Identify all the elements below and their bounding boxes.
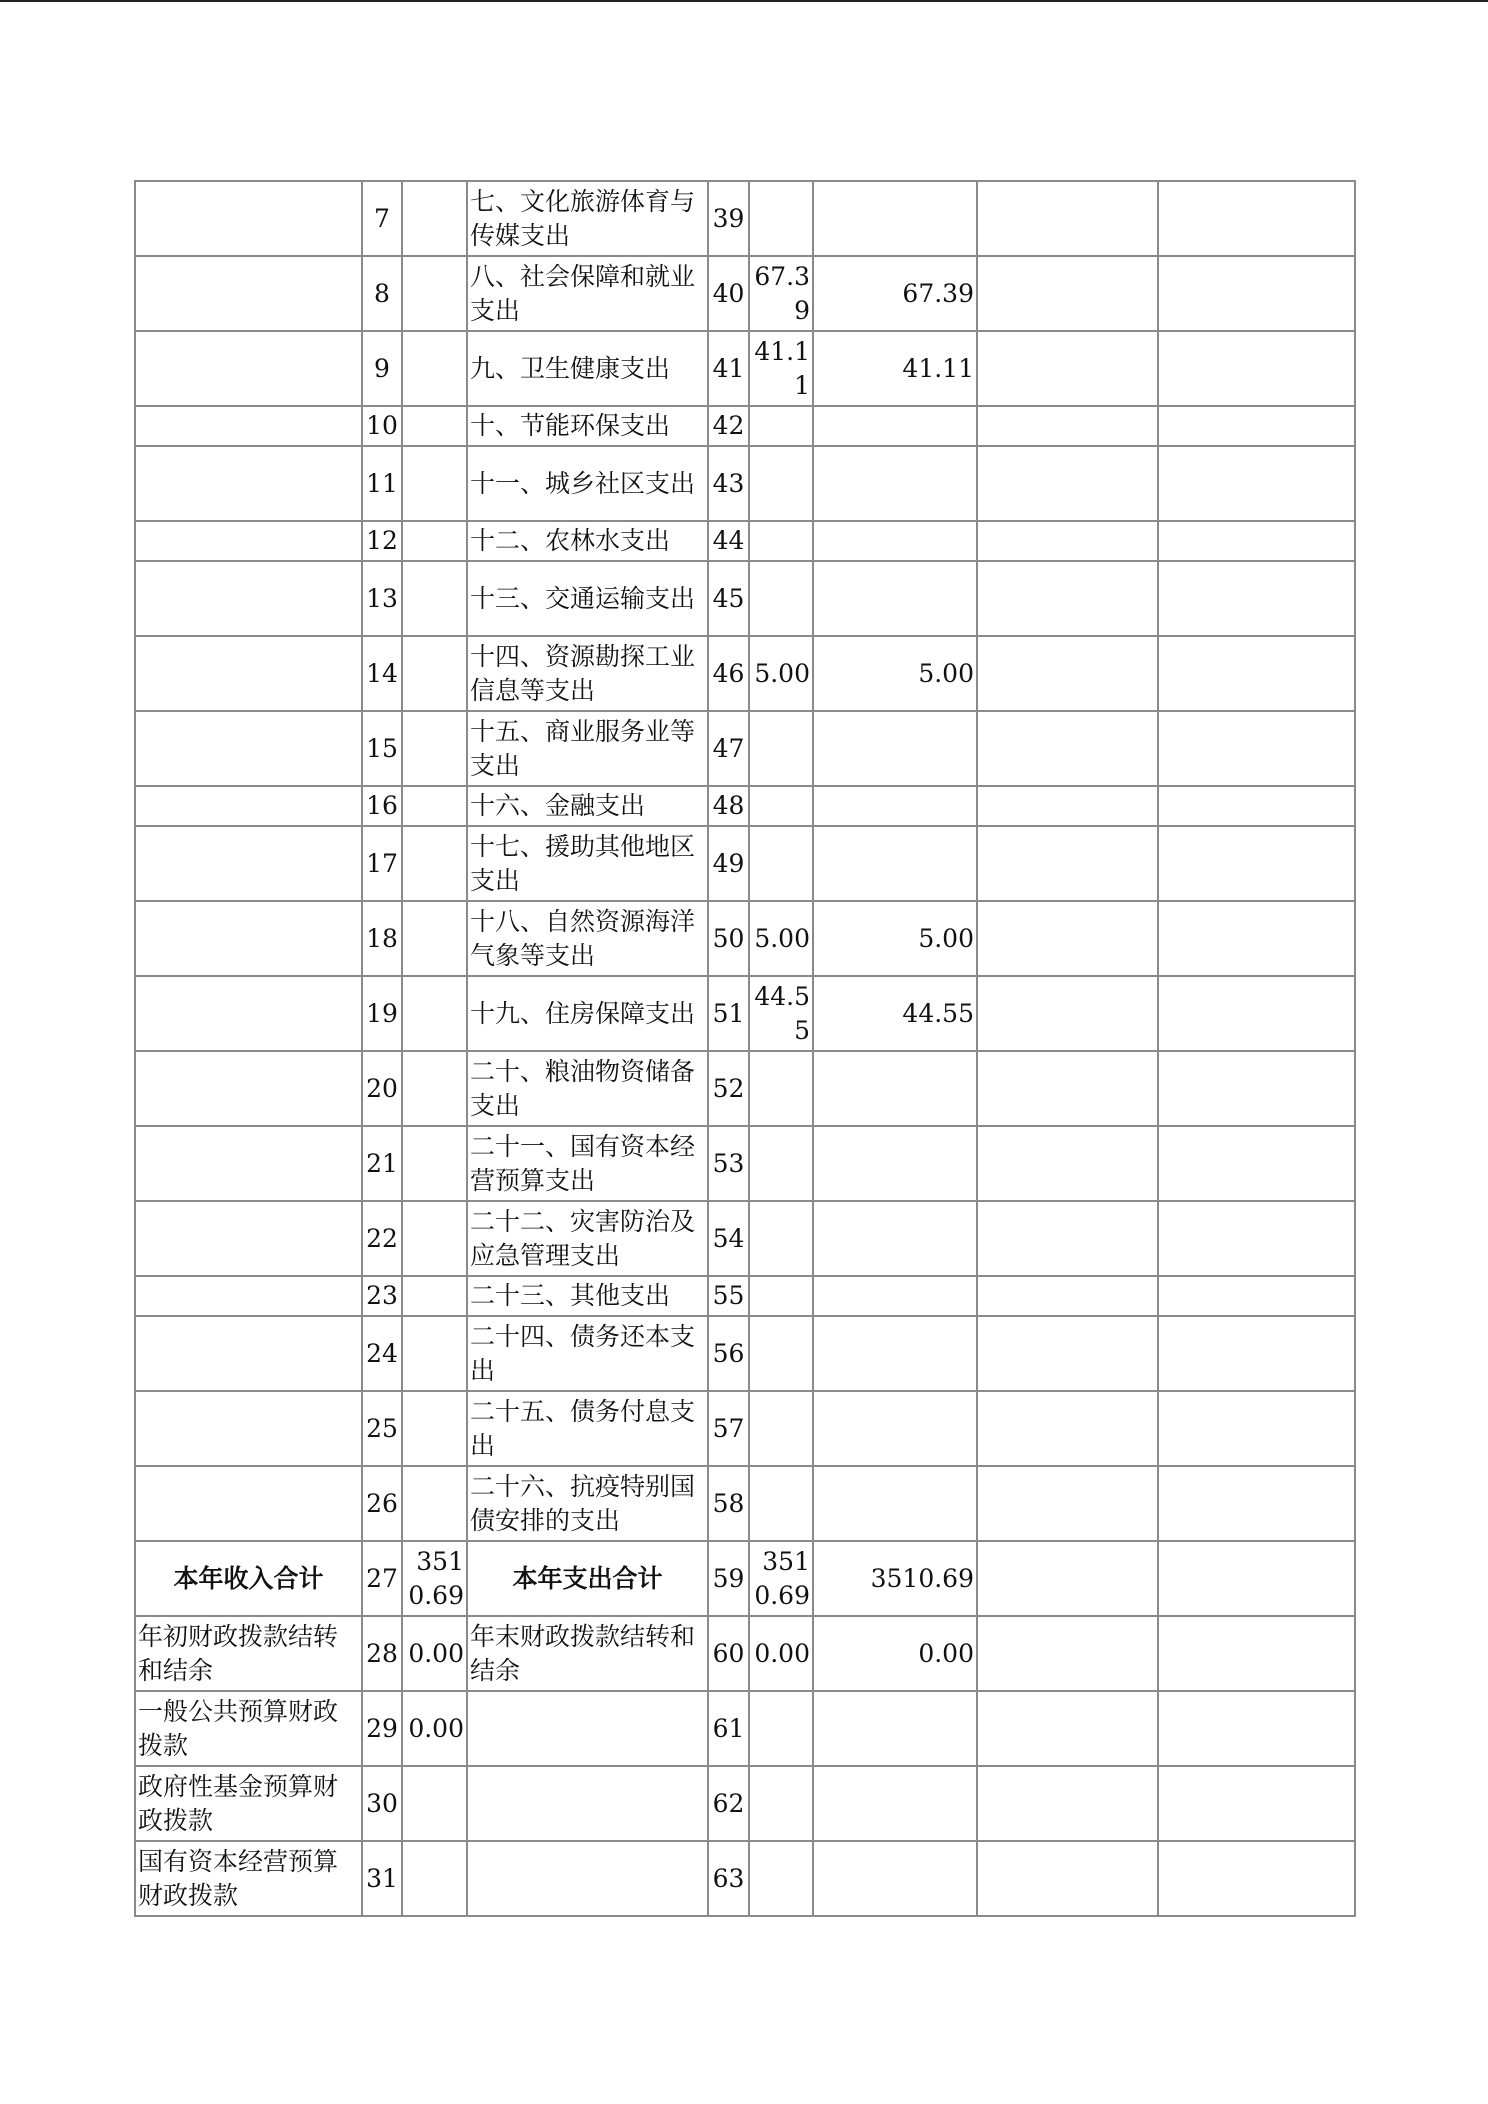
expense-total-amount: 5.00 — [749, 636, 813, 711]
income-amount — [402, 786, 467, 826]
expense-item-cell: 十七、援助其他地区支出 — [467, 826, 708, 901]
general-budget-amount — [813, 1126, 977, 1201]
table-row — [135, 1276, 1355, 1316]
general-budget-amount — [813, 561, 977, 636]
income-item-cell: 本年收入合计 — [135, 1541, 362, 1616]
general-budget-amount — [813, 446, 977, 521]
income-amount — [402, 521, 467, 561]
expense-total-amount — [749, 1841, 813, 1916]
income-amount — [402, 561, 467, 636]
state-capital-amount — [1158, 331, 1355, 406]
income-item-cell — [135, 1126, 362, 1201]
state-capital-amount — [1158, 1051, 1355, 1126]
income-amount — [402, 1051, 467, 1126]
table-body — [135, 181, 1355, 1916]
expense-item-cell: 七、文化旅游体育与传媒支出 — [467, 181, 708, 256]
table-row — [135, 901, 1355, 976]
expense-line-no: 51 — [708, 976, 749, 1051]
expense-item-cell: 十三、交通运输支出 — [467, 561, 708, 636]
expense-line-no: 60 — [708, 1616, 749, 1691]
expense-line-no: 57 — [708, 1391, 749, 1466]
income-line-no: 24 — [362, 1316, 402, 1391]
expense-line-no: 39 — [708, 181, 749, 256]
general-budget-amount: 41.11 — [813, 331, 977, 406]
general-budget-amount — [813, 786, 977, 826]
general-budget-amount — [813, 1466, 977, 1541]
income-item-cell — [135, 331, 362, 406]
state-capital-amount — [1158, 1466, 1355, 1541]
gov-fund-amount — [977, 1391, 1158, 1466]
income-item-cell — [135, 1316, 362, 1391]
gov-fund-amount — [977, 786, 1158, 826]
income-line-no: 9 — [362, 331, 402, 406]
income-line-no: 22 — [362, 1201, 402, 1276]
general-budget-amount: 67.39 — [813, 256, 977, 331]
income-item-cell: 一般公共预算财政拨款 — [135, 1691, 362, 1766]
state-capital-amount — [1158, 826, 1355, 901]
expense-total-amount — [749, 1766, 813, 1841]
general-budget-amount — [813, 711, 977, 786]
state-capital-amount — [1158, 521, 1355, 561]
income-amount — [402, 181, 467, 256]
general-budget-amount — [813, 1276, 977, 1316]
income-amount — [402, 1276, 467, 1316]
income-line-no: 25 — [362, 1391, 402, 1466]
expense-total-amount — [749, 446, 813, 521]
expense-total-amount — [749, 561, 813, 636]
general-budget-amount: 5.00 — [813, 636, 977, 711]
income-line-no: 31 — [362, 1841, 402, 1916]
table-row — [135, 1051, 1355, 1126]
expense-item-cell: 十五、商业服务业等支出 — [467, 711, 708, 786]
income-item-cell: 政府性基金预算财政拨款 — [135, 1766, 362, 1841]
expense-line-no: 56 — [708, 1316, 749, 1391]
expense-line-no: 50 — [708, 901, 749, 976]
gov-fund-amount — [977, 1316, 1158, 1391]
general-budget-amount — [813, 826, 977, 901]
expense-item-cell: 十九、住房保障支出 — [467, 976, 708, 1051]
income-line-no: 28 — [362, 1616, 402, 1691]
general-budget-amount — [813, 1691, 977, 1766]
gov-fund-amount — [977, 711, 1158, 786]
gov-fund-amount — [977, 446, 1158, 521]
gov-fund-amount — [977, 976, 1158, 1051]
gov-fund-amount — [977, 636, 1158, 711]
expense-item-cell — [467, 1691, 708, 1766]
state-capital-amount — [1158, 1691, 1355, 1766]
income-line-no: 27 — [362, 1541, 402, 1616]
table-row — [135, 976, 1355, 1051]
income-amount: 3510.69 — [402, 1541, 467, 1616]
table-row — [135, 561, 1355, 636]
state-capital-amount — [1158, 711, 1355, 786]
income-item-cell — [135, 786, 362, 826]
income-line-no: 26 — [362, 1466, 402, 1541]
income-amount — [402, 1201, 467, 1276]
expense-total-amount — [749, 1391, 813, 1466]
expense-item-cell: 二十、粮油物资储备支出 — [467, 1051, 708, 1126]
state-capital-amount — [1158, 901, 1355, 976]
table-row — [135, 1766, 1355, 1841]
income-item-cell: 年初财政拨款结转和结余 — [135, 1616, 362, 1691]
table-row — [135, 636, 1355, 711]
gov-fund-amount — [977, 1276, 1158, 1316]
expense-total-amount — [749, 1316, 813, 1391]
table-row — [135, 181, 1355, 256]
gov-fund-amount — [977, 1616, 1158, 1691]
income-item-cell — [135, 901, 362, 976]
page-top-border — [0, 0, 1488, 2]
expense-total-amount: 3510.69 — [749, 1541, 813, 1616]
state-capital-amount — [1158, 1541, 1355, 1616]
general-budget-amount — [813, 1766, 977, 1841]
income-line-no: 23 — [362, 1276, 402, 1316]
general-budget-amount — [813, 1841, 977, 1916]
state-capital-amount — [1158, 1391, 1355, 1466]
income-amount — [402, 901, 467, 976]
income-line-no: 11 — [362, 446, 402, 521]
expense-line-no: 55 — [708, 1276, 749, 1316]
table-row — [135, 1541, 1355, 1616]
table-row — [135, 1201, 1355, 1276]
expense-total-amount — [749, 406, 813, 446]
table-row — [135, 446, 1355, 521]
expense-item-cell: 二十六、抗疫特别国债安排的支出 — [467, 1466, 708, 1541]
income-line-no: 20 — [362, 1051, 402, 1126]
expense-item-cell: 二十四、债务还本支出 — [467, 1316, 708, 1391]
table-row — [135, 786, 1355, 826]
expense-total-amount — [749, 786, 813, 826]
state-capital-amount — [1158, 1616, 1355, 1691]
expense-line-no: 63 — [708, 1841, 749, 1916]
table-row — [135, 256, 1355, 331]
expense-total-amount — [749, 1051, 813, 1126]
income-item-cell — [135, 521, 362, 561]
table-row — [135, 1126, 1355, 1201]
expense-line-no: 58 — [708, 1466, 749, 1541]
expense-total-amount: 0.00 — [749, 1616, 813, 1691]
general-budget-amount — [813, 406, 977, 446]
gov-fund-amount — [977, 406, 1158, 446]
expense-item-cell: 年末财政拨款结转和结余 — [467, 1616, 708, 1691]
income-item-cell — [135, 826, 362, 901]
state-capital-amount — [1158, 406, 1355, 446]
expense-total-amount: 44.55 — [749, 976, 813, 1051]
income-amount — [402, 406, 467, 446]
gov-fund-amount — [977, 331, 1158, 406]
expense-line-no: 59 — [708, 1541, 749, 1616]
state-capital-amount — [1158, 1126, 1355, 1201]
income-line-no: 12 — [362, 521, 402, 561]
expense-line-no: 53 — [708, 1126, 749, 1201]
income-item-cell — [135, 446, 362, 521]
expense-line-no: 47 — [708, 711, 749, 786]
gov-fund-amount — [977, 561, 1158, 636]
income-item-cell — [135, 1276, 362, 1316]
state-capital-amount — [1158, 1276, 1355, 1316]
general-budget-amount — [813, 1201, 977, 1276]
income-line-no: 17 — [362, 826, 402, 901]
expense-item-cell: 八、社会保障和就业支出 — [467, 256, 708, 331]
expense-total-amount: 41.11 — [749, 331, 813, 406]
income-amount — [402, 1126, 467, 1201]
expense-total-amount — [749, 1691, 813, 1766]
expense-total-amount — [749, 711, 813, 786]
expense-item-cell — [467, 1841, 708, 1916]
income-item-cell — [135, 1201, 362, 1276]
income-item-cell — [135, 256, 362, 331]
table-row — [135, 406, 1355, 446]
income-amount — [402, 446, 467, 521]
income-amount — [402, 711, 467, 786]
expense-item-cell: 十一、城乡社区支出 — [467, 446, 708, 521]
table-row — [135, 1691, 1355, 1766]
gov-fund-amount — [977, 1541, 1158, 1616]
expense-total-amount — [749, 1466, 813, 1541]
state-capital-amount — [1158, 181, 1355, 256]
income-item-cell — [135, 636, 362, 711]
income-line-no: 7 — [362, 181, 402, 256]
income-amount: 0.00 — [402, 1616, 467, 1691]
gov-fund-amount — [977, 1766, 1158, 1841]
income-amount — [402, 1766, 467, 1841]
income-amount — [402, 1316, 467, 1391]
general-budget-amount — [813, 181, 977, 256]
income-amount — [402, 331, 467, 406]
expense-line-no: 62 — [708, 1766, 749, 1841]
expense-item-cell: 二十三、其他支出 — [467, 1276, 708, 1316]
table-row — [135, 1316, 1355, 1391]
income-item-cell — [135, 1466, 362, 1541]
table-row — [135, 1841, 1355, 1916]
gov-fund-amount — [977, 1051, 1158, 1126]
state-capital-amount — [1158, 1766, 1355, 1841]
expense-line-no: 46 — [708, 636, 749, 711]
gov-fund-amount — [977, 826, 1158, 901]
expense-item-cell: 九、卫生健康支出 — [467, 331, 708, 406]
income-amount — [402, 1841, 467, 1916]
income-line-no: 16 — [362, 786, 402, 826]
income-line-no: 30 — [362, 1766, 402, 1841]
income-item-cell — [135, 711, 362, 786]
table-row — [135, 711, 1355, 786]
income-amount — [402, 826, 467, 901]
expense-line-no: 61 — [708, 1691, 749, 1766]
expense-total-amount — [749, 1201, 813, 1276]
income-item-cell — [135, 976, 362, 1051]
income-item-cell — [135, 1391, 362, 1466]
expense-item-cell: 二十一、国有资本经营预算支出 — [467, 1126, 708, 1201]
general-budget-amount: 3510.69 — [813, 1541, 977, 1616]
income-amount — [402, 976, 467, 1051]
state-capital-amount — [1158, 1316, 1355, 1391]
income-amount: 0.00 — [402, 1691, 467, 1766]
general-budget-amount: 44.55 — [813, 976, 977, 1051]
expense-line-no: 48 — [708, 786, 749, 826]
expense-item-cell: 二十五、债务付息支出 — [467, 1391, 708, 1466]
income-item-cell — [135, 561, 362, 636]
budget-table — [134, 180, 1356, 1917]
income-amount — [402, 256, 467, 331]
income-item-cell — [135, 406, 362, 446]
gov-fund-amount — [977, 521, 1158, 561]
gov-fund-amount — [977, 1691, 1158, 1766]
expense-total-amount — [749, 826, 813, 901]
expense-line-no: 54 — [708, 1201, 749, 1276]
income-item-cell — [135, 1051, 362, 1126]
income-item-cell: 国有资本经营预算财政拨款 — [135, 1841, 362, 1916]
expense-item-cell: 本年支出合计 — [467, 1541, 708, 1616]
gov-fund-amount — [977, 181, 1158, 256]
expense-total-amount: 67.39 — [749, 256, 813, 331]
expense-total-amount — [749, 1276, 813, 1316]
general-budget-amount — [813, 1051, 977, 1126]
state-capital-amount — [1158, 256, 1355, 331]
expense-line-no: 45 — [708, 561, 749, 636]
expense-item-cell: 十、节能环保支出 — [467, 406, 708, 446]
expense-line-no: 42 — [708, 406, 749, 446]
expense-line-no: 44 — [708, 521, 749, 561]
table-row — [135, 1616, 1355, 1691]
income-line-no: 10 — [362, 406, 402, 446]
income-line-no: 21 — [362, 1126, 402, 1201]
table-row — [135, 1391, 1355, 1466]
expense-item-cell: 十八、自然资源海洋气象等支出 — [467, 901, 708, 976]
general-budget-amount: 5.00 — [813, 901, 977, 976]
income-amount — [402, 636, 467, 711]
income-line-no: 19 — [362, 976, 402, 1051]
general-budget-amount — [813, 1391, 977, 1466]
gov-fund-amount — [977, 1201, 1158, 1276]
table-row — [135, 521, 1355, 561]
state-capital-amount — [1158, 1201, 1355, 1276]
expense-line-no: 52 — [708, 1051, 749, 1126]
state-capital-amount — [1158, 1841, 1355, 1916]
gov-fund-amount — [977, 256, 1158, 331]
general-budget-amount — [813, 521, 977, 561]
table-row — [135, 1466, 1355, 1541]
income-line-no: 14 — [362, 636, 402, 711]
gov-fund-amount — [977, 1841, 1158, 1916]
state-capital-amount — [1158, 446, 1355, 521]
income-line-no: 13 — [362, 561, 402, 636]
expense-total-amount — [749, 181, 813, 256]
expense-total-amount — [749, 1126, 813, 1201]
state-capital-amount — [1158, 786, 1355, 826]
expense-line-no: 40 — [708, 256, 749, 331]
expense-line-no: 43 — [708, 446, 749, 521]
income-line-no: 29 — [362, 1691, 402, 1766]
state-capital-amount — [1158, 976, 1355, 1051]
income-item-cell — [135, 181, 362, 256]
table-row — [135, 331, 1355, 406]
general-budget-amount — [813, 1316, 977, 1391]
expense-line-no: 41 — [708, 331, 749, 406]
gov-fund-amount — [977, 1126, 1158, 1201]
expense-item-cell: 十二、农林水支出 — [467, 521, 708, 561]
expense-line-no: 49 — [708, 826, 749, 901]
gov-fund-amount — [977, 901, 1158, 976]
income-amount — [402, 1466, 467, 1541]
income-amount — [402, 1391, 467, 1466]
expense-item-cell: 十六、金融支出 — [467, 786, 708, 826]
income-line-no: 8 — [362, 256, 402, 331]
expense-item-cell: 十四、资源勘探工业信息等支出 — [467, 636, 708, 711]
table-row — [135, 826, 1355, 901]
general-budget-amount: 0.00 — [813, 1616, 977, 1691]
expense-item-cell — [467, 1766, 708, 1841]
gov-fund-amount — [977, 1466, 1158, 1541]
state-capital-amount — [1158, 561, 1355, 636]
income-line-no: 18 — [362, 901, 402, 976]
expense-total-amount: 5.00 — [749, 901, 813, 976]
income-line-no: 15 — [362, 711, 402, 786]
state-capital-amount — [1158, 636, 1355, 711]
expense-item-cell: 二十二、灾害防治及应急管理支出 — [467, 1201, 708, 1276]
expense-total-amount — [749, 521, 813, 561]
